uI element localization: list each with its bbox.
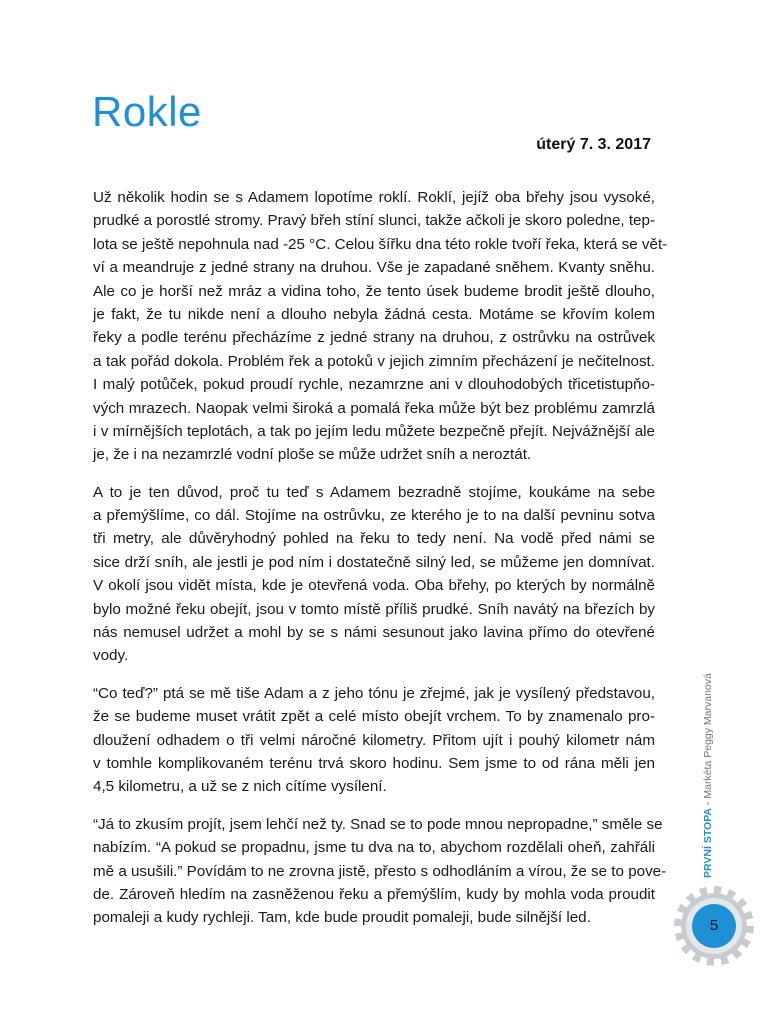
text-line: ví a meandruje z jedné strany na druhou. Vše je zapadané sněhem. Kvanty sněhu.: [93, 259, 655, 277]
page-number: 5: [709, 917, 719, 934]
text-line: pomaleji a kudy rychleji. Tam, kde bude proudit pomaleji, bude silnější led.: [93, 909, 591, 927]
text-line: A to je ten důvod, proč tu teď s Adamem bezradně stojíme, koukáme na sebe: [93, 483, 655, 501]
chapter-title: Rokle: [92, 88, 202, 135]
text-line: prudké a porostlé stromy. Pravý břeh stíní slunci, takže ačkoli je skoro poledne, tep-: [93, 212, 655, 230]
text-line: řeky a podle terénu přecházíme z jedné strany na druhou, z ostrůvku na ostrůvek: [93, 329, 655, 347]
paragraph: [93, 481, 655, 668]
paragraph: [93, 186, 668, 467]
text-line: sice drží sníh, ale jestli je pod ním i dostatečně silný led, se můžeme jen domnívat.: [93, 553, 655, 571]
text-line: Už několik hodin se s Adamem lopotíme roklí. Roklí, jejíž oba břehy jsou vysoké,: [93, 189, 655, 206]
text-line: nás nemusel udržet a mohl by se s námi sesunout jako lavina přímo do otevřené: [93, 624, 655, 642]
text-line: vody.: [93, 647, 129, 665]
text-line: vých mrazech. Naopak velmi široká a pomalá řeka může být bez problému zamrzlá: [93, 399, 655, 417]
text-line: de. Zároveň hledím na zasněženou řeku a přemýšlím, kudy by mohla voda proudit: [93, 885, 655, 903]
text-line: “Co teď?” ptá se mě tiše Adam a z jeho tónu je zřejmé, jak je vysílený představou,: [93, 684, 655, 702]
chapter-body: [93, 186, 668, 944]
text-line: v tomhle komplikovaném terénu trvá skoro hodinu. Sem jsme to od rána měli jen: [93, 754, 655, 772]
text-line: V okolí jsou vidět místa, kde je otevřená voda. Oba břehy, po kterých by normálně: [93, 577, 655, 595]
text-line: tři metry, ale důvěryhodný pohled na řeku to tedy není. Na vodě před námi se: [93, 530, 655, 548]
chapter-date: úterý 7. 3. 2017: [536, 136, 651, 153]
text-line: bylo možné řeku obejít, jsou v tomto místě příliš prudké. Sníh navátý na březích by: [93, 600, 655, 618]
text-line: mě a usušili.” Povídám to ne zrovna jistě, přesto s odhodláním a vírou, že se to pove-: [93, 862, 667, 880]
text-line: I malý potůček, pokud proudí rychle, nezamrzne ani v dlouhodobých třicetistupňo-: [93, 376, 655, 394]
text-line: 4,5 kilometru, a už se z nich cítíme vysílení.: [93, 778, 387, 796]
text-line: je, že i na nezamrzlé vodní ploše se může udržet sníh a neroztát.: [93, 446, 532, 464]
text-line: dloužení odhadem o tři velmi náročné kilometry. Přitom ujít i pouhý kilometr nám: [93, 731, 655, 749]
text-line: nabízím. “A pokud se propadnu, jsme tu dva na to, abychom rozdělali oheň, zahřáli: [93, 839, 655, 857]
page-number-badge: [672, 884, 756, 968]
text-line: a tak pořád dokola. Problém řek a potoků v jejich zimním přecházení je nečitelnost.: [93, 352, 655, 370]
footer-separator: -: [702, 798, 714, 808]
text-line: “Já to zkusím projít, jsem lehčí než ty. Snad se to pode mnou nepropadne,” směle se: [93, 815, 663, 833]
text-line: je fakt, že tu nikde není a dlouho nebyla žádná cesta. Motáme se křovím kolem: [93, 305, 655, 323]
text-line: že se budeme muset vrátit zpět a celé místo obejít vrchem. To by znamenalo pro-: [93, 708, 655, 726]
author-name: Markéta Peggy Marvanová: [702, 673, 714, 799]
paragraph: [93, 682, 655, 799]
series-title: PRVNÍ STOPA: [702, 807, 714, 878]
text-line: Ale co je horší než mráz a vidina toho, že tento úsek budeme brodit ještě dlouho,: [93, 282, 655, 300]
text-line: lota se ještě nepohnula nad -25 °C. Celou šířku dna této rokle tvoří řeka, která se vět-: [93, 235, 668, 253]
text-line: i v mírnějších teplotách, a tak po jejím ledu můžete bezpečně přejít. Nejvážnější ale: [93, 422, 655, 440]
paragraph: [93, 813, 667, 930]
running-footer: [702, 673, 714, 878]
text-line: a přemýšlíme, co dál. Stojíme na ostrůvku, ze kterého je to na další pevninu sotva: [93, 507, 655, 525]
